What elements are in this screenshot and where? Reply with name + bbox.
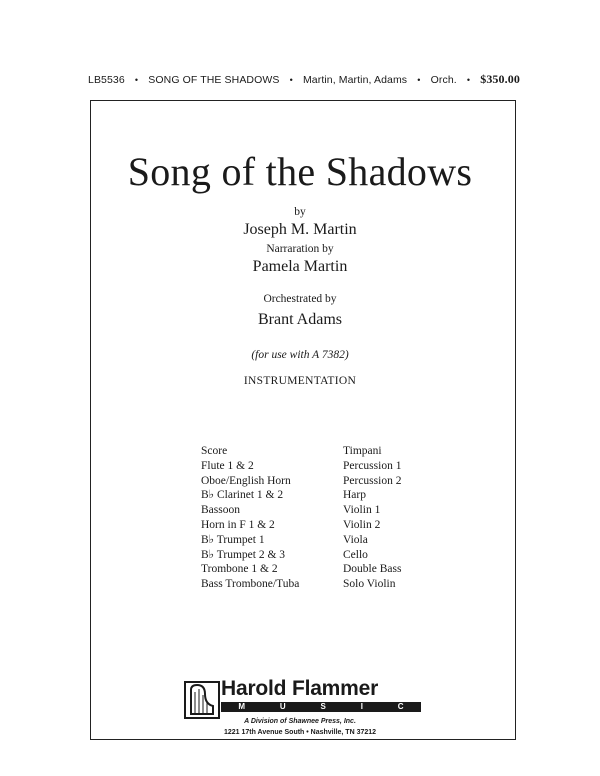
instrument-item: Harp xyxy=(343,489,366,502)
instrument-item: B♭ Trumpet 2 & 3 xyxy=(201,548,286,561)
music-letter: M xyxy=(238,702,246,711)
header-price: $350.00 xyxy=(480,72,520,86)
instrument-item: Violin 1 xyxy=(343,504,381,517)
cover-frame xyxy=(90,100,516,740)
instrumentation-heading: INSTRUMENTATION xyxy=(243,375,357,387)
instrument-item: Flute 1 & 2 xyxy=(201,459,254,472)
instrument-item: Percussion 1 xyxy=(343,459,402,472)
instrument-item: Solo Violin xyxy=(343,578,396,591)
catalog-header xyxy=(88,72,520,87)
instrument-item: Timpani xyxy=(343,445,382,457)
instrument-list-left xyxy=(201,444,299,592)
narrator-name: Pamela Martin xyxy=(252,258,348,275)
orchestrator-name: Brant Adams xyxy=(258,311,342,328)
instrument-item: Bass Trombone/Tuba xyxy=(201,578,300,591)
harp-logo-icon xyxy=(183,680,221,720)
catalog-number: LB5536 xyxy=(88,73,125,86)
music-letter: C xyxy=(397,702,404,711)
by-label: by xyxy=(294,206,306,218)
separator: • xyxy=(134,74,139,85)
music-letter: I xyxy=(360,702,363,711)
publisher-name: Harold Flammer xyxy=(221,677,379,700)
orchestrated-label: Orchestrated by xyxy=(263,293,337,305)
header-format: Orch. xyxy=(430,73,457,86)
publisher-logo xyxy=(183,677,428,720)
composer-name: Joseph M. Martin xyxy=(243,221,357,238)
music-letter: S xyxy=(320,702,326,711)
music-letter: U xyxy=(279,702,286,711)
instrument-item: Viola xyxy=(343,533,368,546)
instrument-item: B♭ Clarinet 1 & 2 xyxy=(201,489,284,502)
instrument-item: Double Bass xyxy=(343,563,402,576)
separator: • xyxy=(466,74,471,85)
instrument-item: B♭ Trumpet 1 xyxy=(201,533,265,546)
instrument-item: Trombone 1 & 2 xyxy=(201,563,278,576)
instrument-item: Oboe/English Horn xyxy=(201,474,291,487)
music-bar xyxy=(221,702,421,712)
header-arrangers: Martin, Martin, Adams xyxy=(302,73,408,86)
instrument-item: Bassoon xyxy=(201,504,240,517)
separator: • xyxy=(289,74,293,85)
use-note: (for use with A 7382) xyxy=(251,349,349,361)
instrument-item: Percussion 2 xyxy=(343,474,402,487)
header-title: SONG OF THE SHADOWS xyxy=(148,73,280,86)
publisher-division: A Division of Shawnee Press, Inc. xyxy=(244,718,356,725)
publisher-address: 1221 17th Avenue South • Nashville, TN 37212 xyxy=(223,729,377,736)
cover-title: Song of the Shadows xyxy=(127,149,473,194)
instrument-item: Score xyxy=(201,445,228,457)
instrument-item: Cello xyxy=(343,548,368,561)
instrument-item: Violin 2 xyxy=(343,518,381,531)
instrument-item: Horn in F 1 & 2 xyxy=(201,518,275,531)
narration-label: Narraration by xyxy=(266,243,334,255)
separator: • xyxy=(417,74,421,85)
instrument-list-right xyxy=(343,444,401,592)
